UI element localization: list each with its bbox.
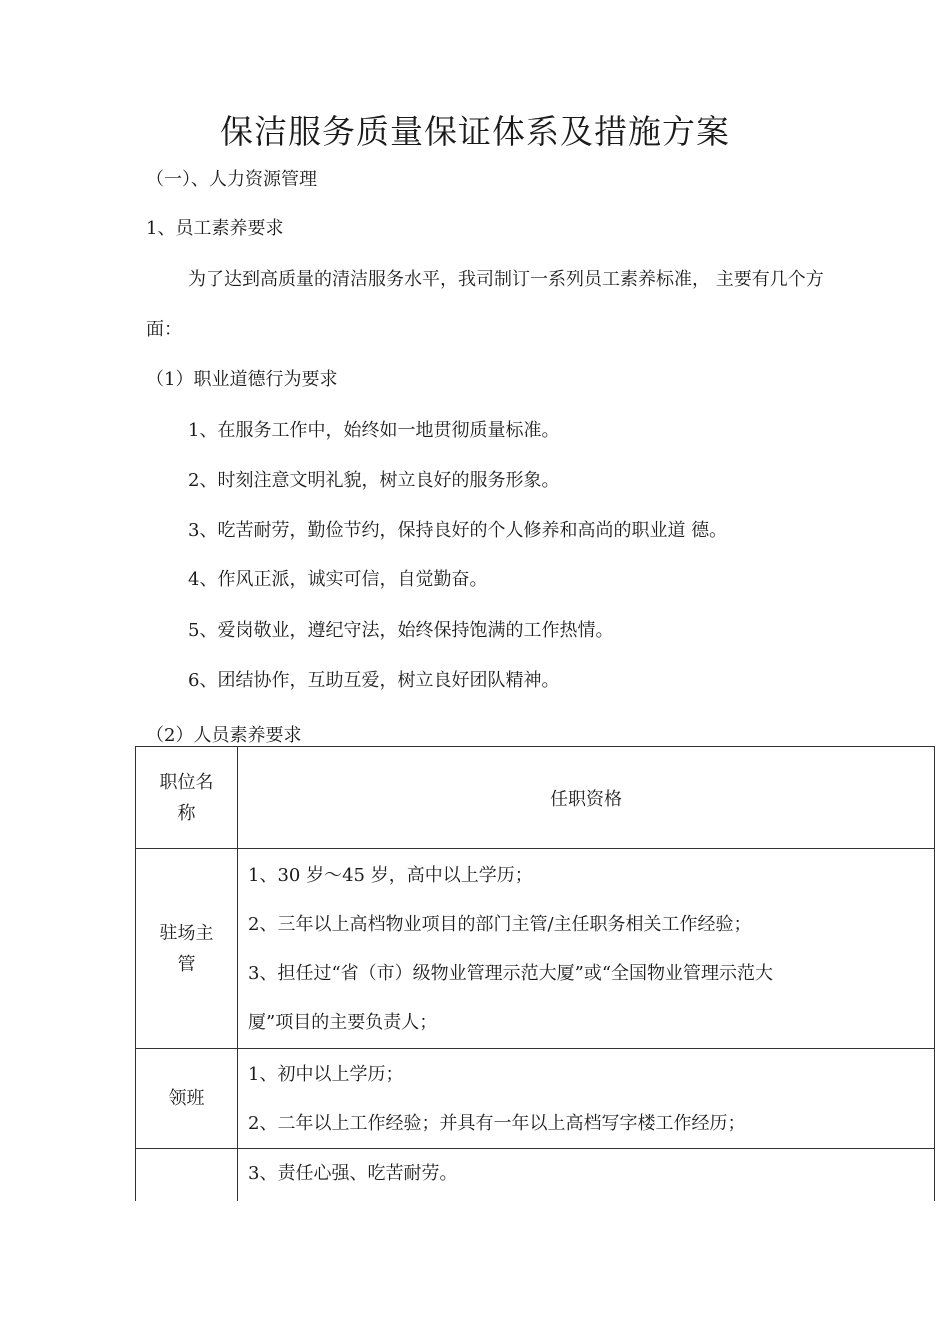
position-name-line1: 驻场主 [159, 922, 214, 944]
table-row [136, 1149, 935, 1201]
position-cell: 领班 [136, 1049, 238, 1149]
requirement-item: 1、初中以上学历； [248, 1063, 404, 1085]
position-cell [136, 849, 238, 1049]
position-cell [136, 1149, 238, 1201]
ethics-item: 4、作风正派，诚实可信，自觉勤奋。 [188, 569, 488, 590]
requirement-item: 1、30 岁〜45 岁，高中以上学历； [248, 864, 533, 886]
ethics-heading: （1）职业道德行为要求 [146, 369, 338, 390]
header-position-line2: 称 [177, 802, 196, 824]
intro-paragraph-line2: 面： [146, 319, 182, 340]
requirements-cell [238, 849, 935, 1049]
header-position-line1: 职位名 [159, 771, 214, 793]
requirement-item: 厦”项目的主要负责人； [248, 1011, 438, 1033]
position-name-line2: 管 [177, 953, 196, 975]
requirement-item: 3、责任心强、吃苦耐劳。 [248, 1163, 458, 1184]
table-row [136, 1049, 935, 1149]
section-heading-hr: （一）、人力资源管理 [146, 169, 317, 190]
table-row [136, 849, 935, 1049]
requirement-item: 3、担任过“省（市）级物业管理示范大厦”或“全国物业管理示范大 [248, 962, 774, 984]
ethics-item: 6、团结协作，互助互爱，树立良好团队精神。 [188, 670, 560, 691]
ethics-item: 5、爱岗敬业，遵纪守法，始终保持饱满的工作热情。 [188, 620, 614, 641]
subsection-heading: 1、员工素养要求 [146, 218, 284, 239]
header-requirements-cell: 任职资格 [238, 747, 935, 849]
table-header-row [136, 747, 935, 849]
document-title: 保洁服务质量保证体系及措施方案 [220, 112, 730, 151]
header-position-cell [136, 747, 238, 849]
ethics-item: 1、在服务工作中，始终如一地贯彻质量标准。 [188, 420, 560, 441]
ethics-item: 3、吃苦耐劳，勤俭节约，保持良好的个人修养和高尚的职业道 德。 [188, 520, 728, 541]
qualifications-table [135, 746, 935, 1201]
requirement-item: 2、二年以上工作经验；并具有一年以上高档写字楼工作经历； [248, 1112, 746, 1134]
ethics-item: 2、时刻注意文明礼貌，树立良好的服务形象。 [188, 470, 560, 491]
requirements-cell [238, 1049, 935, 1149]
requirements-cell [238, 1149, 935, 1201]
requirement-item: 2、三年以上高档物业项目的部门主管/主任职务相关工作经验； [248, 913, 752, 935]
intro-paragraph-line1: 为了达到高质量的清洁服务水平，我司制订一系列员工素养标准， 主要有几个方 [188, 269, 824, 290]
personnel-heading: （2）人员素养要求 [146, 725, 302, 746]
